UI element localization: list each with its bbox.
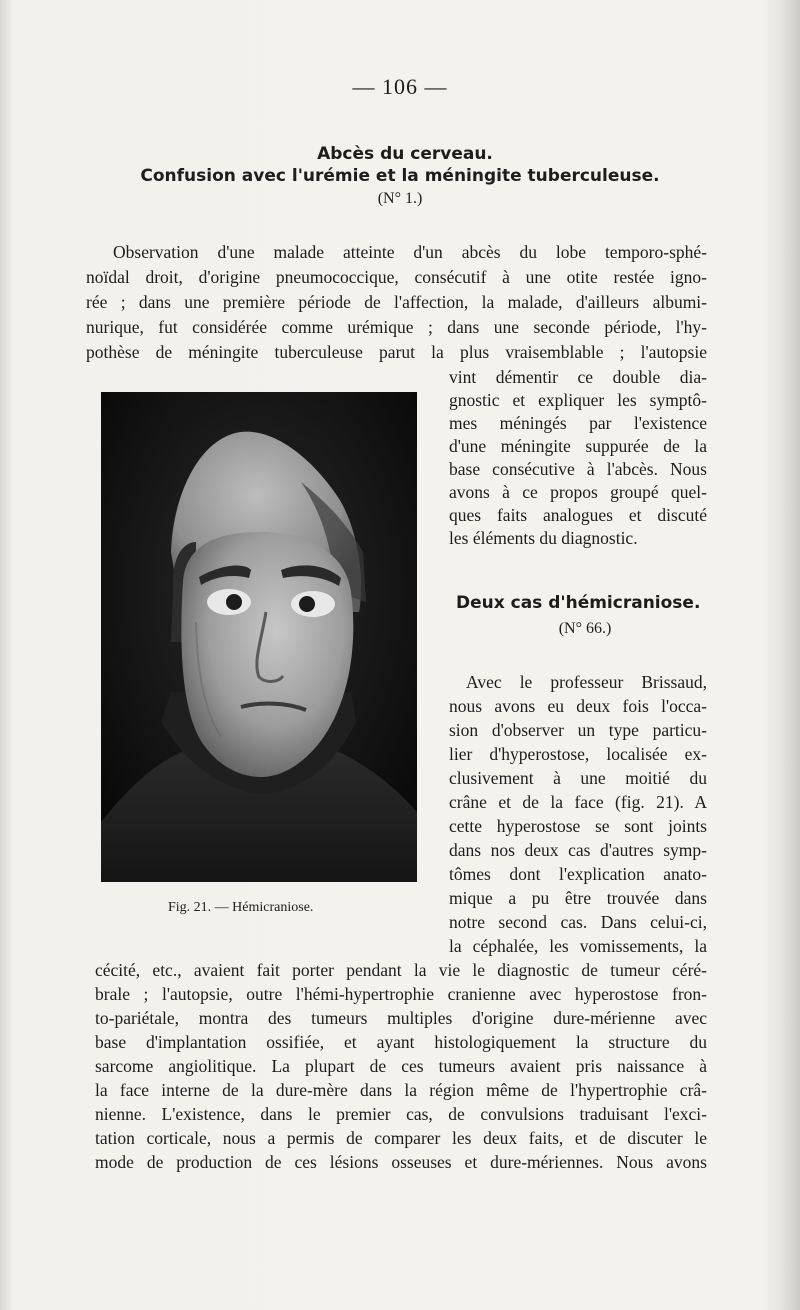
paragraph-line: ques faits analogues et discuté [449, 505, 707, 525]
paragraph-line: sion d'observer un type particu- [449, 720, 707, 740]
paragraph-line: les éléments du diagnostic. [449, 528, 638, 548]
paragraph-line: la céphalée, les vomissements, la [449, 936, 707, 956]
paragraph-line: avons à ce propos groupé quel- [449, 482, 707, 502]
paragraph-line: base consécutive à l'abcès. Nous [449, 459, 707, 479]
paragraph-line: gnostic et expliquer les symptô- [449, 390, 707, 410]
section1-title-line1: Abcès du cerveau. [317, 144, 493, 164]
paragraph-line: d'une méningite suppurée de la [449, 436, 707, 456]
paragraph-line: mique a pu être trouvée dans [449, 888, 707, 908]
paragraph-line: Avec le professeur Brissaud, [466, 672, 707, 692]
section1-reference: (N° 1.) [377, 190, 423, 207]
page-edge-shadow [780, 0, 800, 1310]
paragraph-line: noïdal droit, d'origine pneumococcique, consécutif à une otite restée igno- [86, 267, 707, 287]
paragraph-line: cette hyperostose se sont joints [449, 816, 707, 836]
paragraph-line: mode de production de ces lésions osseuses et dure-mériennes. Nous avons [95, 1152, 707, 1172]
paragraph-line: brale ; l'autopsie, outre l'hémi-hypertrophie cranienne avec hyperostose fron- [95, 984, 707, 1004]
paragraph-line: crâne et de la face (fig. 21). A [449, 792, 707, 812]
page-number: — 106 — [352, 74, 448, 99]
paragraph-line: cécité, etc., avaient fait porter pendant la vie le diagnostic de tumeur céré- [95, 960, 707, 980]
section2-reference: (N° 66.) [558, 620, 612, 637]
paragraph-line: nurique, fut considérée comme urémique ; dans une seconde période, l'hy- [86, 317, 707, 337]
paragraph-line: dans nos deux cas d'autres symp- [449, 840, 707, 860]
portrait-image [101, 392, 417, 882]
paragraph-line: rée ; dans une première période de l'affection, la malade, d'ailleurs albumi- [86, 292, 707, 312]
figure-caption: Fig. 21. — Hémicraniose. [168, 900, 314, 915]
paragraph-line: notre second cas. Dans celui-ci, [449, 912, 707, 932]
paragraph-line: mes méningés par l'existence [449, 413, 707, 433]
paragraph-line: tômes dont l'explication anato- [449, 864, 707, 884]
paragraph-line: lier d'hyperostose, localisée ex- [449, 744, 707, 764]
paragraph-line: sarcome angiolitique. La plupart de ces tumeurs avaient pris naissance à [95, 1056, 707, 1076]
paragraph-line: nous avons eu deux fois l'occa- [449, 696, 707, 716]
paragraph-line: pothèse de méningite tuberculeuse parut la plus vraisemblable ; l'autopsie [86, 342, 707, 362]
paragraph-line: tation corticale, nous a permis de comparer les deux faits, et de discuter le [95, 1128, 707, 1148]
portrait-photograph [101, 392, 417, 882]
paragraph-line: to-pariétale, montra des tumeurs multiples d'origine dure-mérienne avec [95, 1008, 707, 1028]
section1-title-line2: Confusion avec l'urémie et la méningite tuberculeuse. [140, 166, 660, 186]
paragraph-line: la face interne de la dure-mère dans la région même de l'hypertrophie crâ- [95, 1080, 707, 1100]
paragraph-line: Observation d'une malade atteinte d'un abcès du lobe temporo-sphé- [113, 242, 707, 262]
section2-title: Deux cas d'hémicraniose. [456, 593, 701, 613]
paragraph-line: clusivement à une moitié du [449, 768, 707, 788]
paragraph-line: base d'implantation ossifiée, et ayant histologiquement la structure du [95, 1032, 707, 1052]
paragraph-line: vint démentir ce double dia- [449, 367, 707, 387]
paragraph-line: nienne. L'existence, dans le premier cas, de convulsions traduisant l'exci- [95, 1104, 707, 1124]
